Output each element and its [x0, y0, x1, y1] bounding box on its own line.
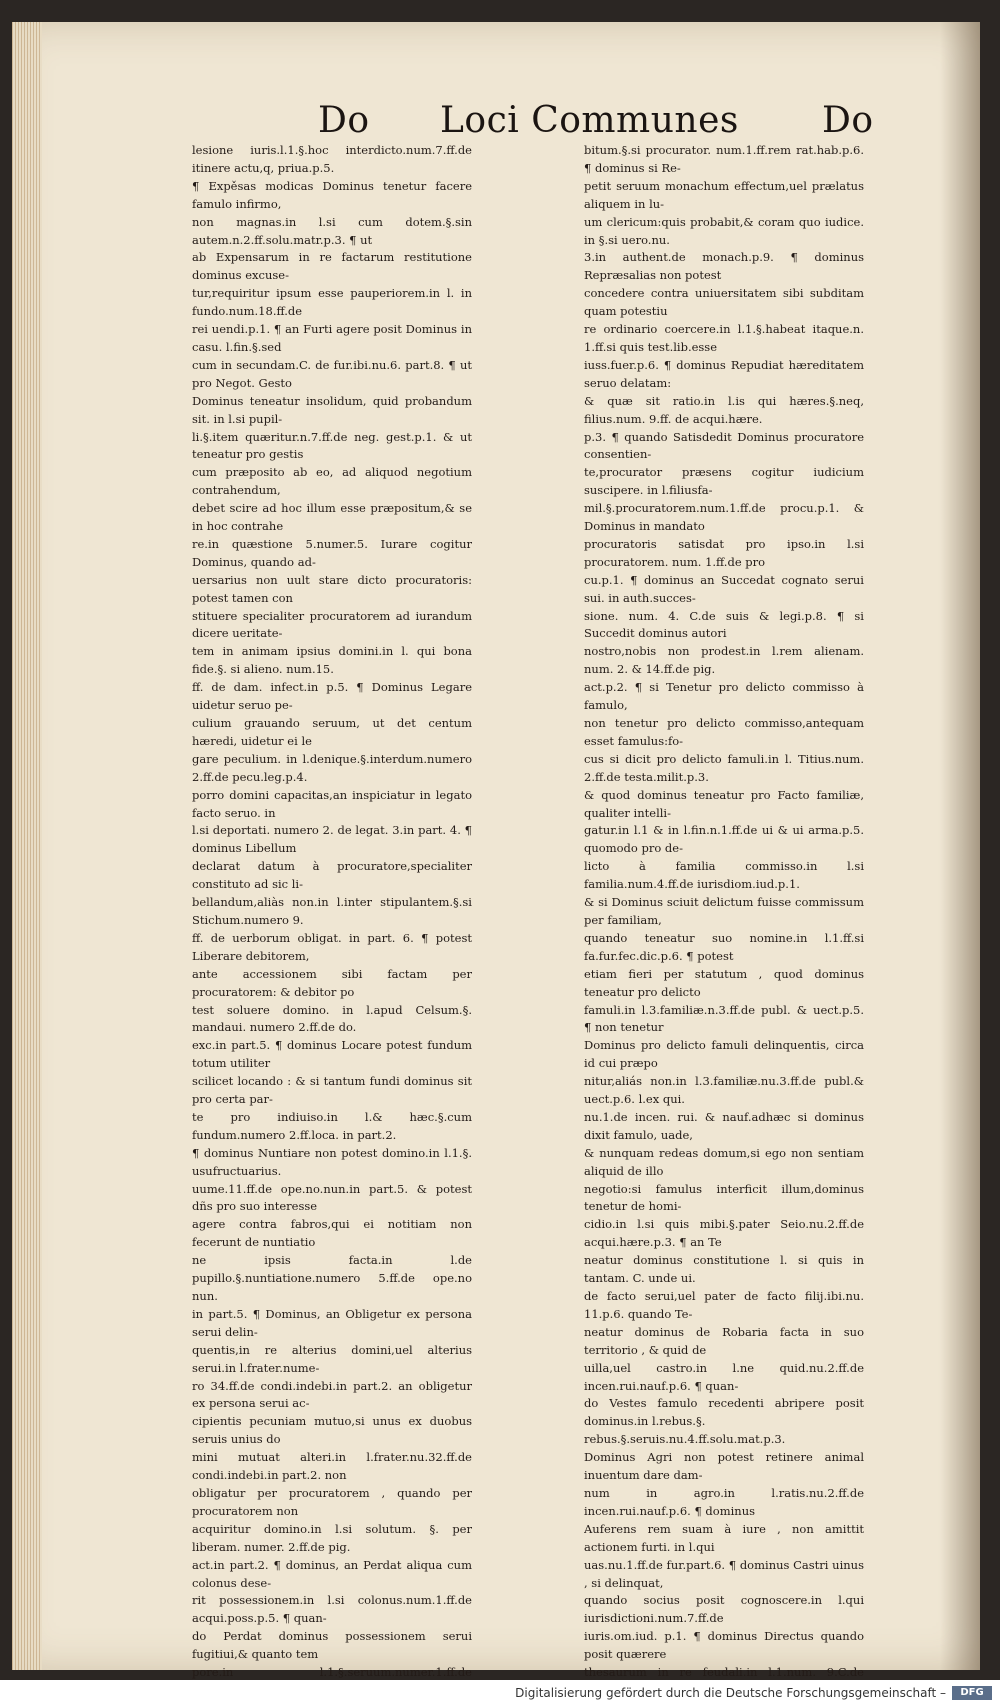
- text-line: test soluere domino. in l.apud Celsum.§. mandaui. numero 2.ff.de do.: [192, 1002, 472, 1035]
- text-line: bellandum,aliàs non.in l.inter stipulantem.§.si Stichum.numero 9.: [192, 895, 472, 927]
- text-line: procuratoris satisdat pro ipso.in l.si procuratorem. num. 1.ff.de pro: [584, 536, 864, 569]
- text-line: cus si dicit pro delicto famuli.in l. Titius.num. 2.ff.de testa.milit.p.3.: [584, 751, 864, 784]
- text-line: neatur dominus constitutione l. si quis in tantam. C. unde ui.: [584, 1253, 864, 1286]
- text-line: scilicet locando : & si tantum fundi dominus sit pro certa par-: [192, 1074, 472, 1107]
- text-line: ff. de uerborum obligat. in part. 6. ¶ potest Liberare debitorem,: [192, 930, 472, 963]
- text-line: pore.in l.1.§.seruum.numer.1.ff.de: [192, 1665, 472, 1680]
- text-line: ab Expensarum in re factarum restitutione dominus excuse-: [192, 250, 472, 283]
- text-line: li.§.item quæritur.n.7.ff.de neg. gest.p.1. & ut teneatur pro gestis: [192, 429, 472, 462]
- page-edges: [12, 22, 42, 1670]
- text-line: lesione iuris.l.1.§.hoc interdicto.num.7.ff.de itinere actu,q, priua.p.5.: [192, 143, 472, 175]
- text-line: bitum.§.si procurator. num.1.ff.rem rat.hab.p.6. ¶ dominus si Re-: [584, 143, 864, 175]
- text-line: uersarius non uult stare dicto procuratoris: potest tamen con: [192, 572, 472, 605]
- text-line: cum in secundam.C. de fur.ibi.nu.6. part.8. ¶ ut pro Negot. Gesto: [192, 357, 472, 390]
- text-line: tur,requiritur ipsum esse pauperiorem.in l. in fundo.num.18.ff.de: [192, 286, 472, 319]
- text-line: quando teneatur suo nomine.in l.1.ff.si fa.fur.fec.dic.p.6. ¶ potest: [584, 930, 864, 963]
- text-line: l.si deportati. numero 2. de legat. 3.in part. 4. ¶ dominus Libellum: [192, 823, 472, 856]
- text-line: uas.nu.1.ff.de fur.part.6. ¶ dominus Castri uinus , si delinquat,: [584, 1557, 864, 1590]
- text-line: acquiritur domino.in l.si solutum. §. per liberam. numer. 2.ff.de pig.: [192, 1521, 472, 1554]
- text-line: do Perdat dominus possessionem serui fugitiui,& quanto tem: [192, 1629, 472, 1662]
- text-line: num in agro.in l.ratis.nu.2.ff.de incen.rui.nauf.p.6. ¶ dominus: [584, 1485, 864, 1518]
- text-line: tem in animam ipsius domini.in l. qui bona fide.§. si alieno. num.15.: [192, 644, 472, 677]
- text-line: uilla,uel castro.in l.ne quid.nu.2.ff.de incen.rui.nauf.p.6. ¶ quan-: [584, 1360, 864, 1393]
- text-line: porro domini capacitas,an inspiciatur in legato facto seruo. in: [192, 787, 472, 820]
- text-line: gare peculium. in l.denique.§.interdum.numero 2.ff.de pecu.leg.p.4.: [192, 751, 472, 784]
- text-line: non tenetur pro delicto commisso,antequam esset famulus:fo-: [584, 716, 864, 748]
- text-line: culium grauando seruum, ut det centum hæredi, uidetur ei le: [192, 716, 472, 748]
- running-head-right: Do: [822, 100, 874, 141]
- text-line: p.3. ¶ quando Satisdedit Dominus procuratore consentien-: [584, 429, 864, 462]
- text-line: stituere specialiter procuratorem ad iurandum dicere ueritate-: [192, 608, 472, 641]
- text-line: de facto serui,uel pater de facto filij.ibi.nu. 11.p.6. quando Te-: [584, 1289, 864, 1321]
- text-line: re ordinario coercere.in l.1.§.habeat itaque.n. 1.ff.si quis test.lib.esse: [584, 322, 864, 354]
- text-line: ne ipsis facta.in l.de pupillo.§.nuntiatione.numero 5.ff.de ope.no nun.: [192, 1253, 472, 1303]
- text-line: etiam fieri per statutum , quod dominus teneatur pro delicto: [584, 966, 864, 999]
- text-line: neatur dominus de Robaria facta in suo territorio , & quid de: [584, 1324, 864, 1357]
- text-line: te,procurator præsens cogitur iudicium suscipere. in l.filiusfa-: [584, 465, 864, 498]
- text-line: cum præposito ab eo, ad aliquod negotium contrahendum,: [192, 465, 472, 498]
- running-head-title: Loci Communes: [440, 100, 739, 141]
- running-head-left: Do: [318, 100, 370, 141]
- text-line: Dominus pro delicto famuli delinquentis, circa id cui præpo: [584, 1038, 864, 1071]
- text-line: sione. num. 4. C.de suis & legi.p.8. ¶ si Succedit dominus autori: [584, 608, 864, 641]
- text-line: nostro,nobis non prodest.in l.rem alienam. num. 2. & 14.ff.de pig.: [584, 644, 864, 677]
- text-column-left: [192, 142, 472, 1682]
- text-line: re.in quæstione 5.numer.5. Iurare cogitur Dominus, quando ad-: [192, 536, 472, 569]
- text-line: Auferens rem suam à iure , non amittit actionem furti. in l.qui: [584, 1521, 864, 1554]
- text-line: mini mutuat alteri.in l.frater.nu.32.ff.de condi.indebi.in part.2. non: [192, 1450, 472, 1483]
- text-line: do Vestes famulo recedenti abripere posit dominus.in l.rebus.§.: [584, 1396, 864, 1429]
- text-line: negotio:si famulus interficit illum,dominus tenetur de homi-: [584, 1181, 864, 1214]
- text-line: nitur,aliás non.in l.3.familiæ.nu.3.ff.de publ.& uect.p.6. l.ex qui.: [584, 1074, 864, 1107]
- page-gutter-shadow: [940, 22, 980, 1670]
- text-line: uume.11.ff.de ope.no.nun.in part.5. & potest dñs pro suo interesse: [192, 1181, 472, 1214]
- dfg-logo: DFG: [952, 1686, 992, 1700]
- text-line: agere contra fabros,qui ei notitiam non fecerunt de nuntiatio: [192, 1217, 472, 1250]
- text-line: Dominus Agri non potest retinere animal inuentum dare dam-: [584, 1450, 864, 1483]
- text-line: rebus.§.seruis.nu.4.ff.solu.mat.p.3.: [584, 1432, 786, 1447]
- text-line: in part.5. ¶ Dominus, an Obligetur ex persona serui delin-: [192, 1306, 472, 1339]
- text-line: mil.§.procuratorem.num.1.ff.de procu.p.1. & Dominus in mandato: [584, 501, 864, 534]
- text-line: & quod dominus teneatur pro Facto familiæ, qualiter intelli-: [584, 787, 864, 820]
- text-line: cu.p.1. ¶ dominus an Succedat cognato serui sui. in auth.succes-: [584, 572, 864, 605]
- text-line: ante accessionem sibi factam per procuratorem: & debitor po: [192, 966, 472, 999]
- text-line: non magnas.in l.si cum dotem.§.sin autem.n.2.ff.solu.matr.p.3. ¶ ut: [192, 214, 472, 247]
- text-line: cipientis pecuniam mutuo,si unus ex duobus seruis unius do: [192, 1414, 472, 1447]
- text-line: famuli.in l.3.familiæ.n.3.ff.de publ. & uect.p.5. ¶ non tenetur: [584, 1002, 864, 1035]
- text-line: ro 34.ff.de condi.indebi.in part.2. an obligetur ex persona serui ac-: [192, 1378, 472, 1411]
- text-column-right: [584, 142, 864, 1682]
- text-line: petit seruum monachum effectum,uel prælatus aliquem in lu-: [584, 178, 864, 211]
- text-line: & si Dominus sciuit delictum fuisse commissum per familiam,: [584, 895, 864, 927]
- text-line: iuss.fuer.p.6. ¶ dominus Repudiat hæreditatem seruo delatam:: [584, 357, 864, 390]
- text-line: & nunquam redeas domum,si ego non sentiam aliquid de illo: [584, 1145, 864, 1178]
- text-line: quando socius posit cognoscere.in l.qui iurisdictioni.num.7.ff.de: [584, 1593, 864, 1626]
- text-line: exc.in part.5. ¶ dominus Locare potest fundum totum utiliter: [192, 1038, 472, 1071]
- text-line: um clericum:quis probabit,& coram quo iudice. in §.si uero.nu.: [584, 214, 864, 247]
- text-line: act.in part.2. ¶ dominus, an Perdat aliqua cum colonus dese-: [192, 1557, 472, 1590]
- text-line: iuris.om.iud. p.1. ¶ dominus Directus quando posit quærere: [584, 1629, 864, 1662]
- text-line: & quæ sit ratio.in l.is qui hæres.§.neq, filius.num. 9.ff. de acqui.hære.: [584, 393, 864, 426]
- text-line: thesaurum in re feudali.in l.1.num. 9.C.de: [584, 1665, 864, 1680]
- text-line: cidio.in l.si quis mibi.§.pater Seio.nu.2.ff.de acqui.hære.p.3. ¶ an Te: [584, 1217, 864, 1250]
- text-line: gatur.in l.1 & in l.fin.n.1.ff.de ui & ui arma.p.5. quomodo pro de-: [584, 823, 864, 856]
- text-line: concedere contra uniuersitatem sibi subditam quam potestiu: [584, 286, 864, 319]
- funding-credit: Digitalisierung gefördert durch die Deutsche Forschungsgemeinschaft –: [515, 1686, 946, 1700]
- text-line: quentis,in re alterius domini,uel alterius serui.in l.frater.nume-: [192, 1342, 472, 1375]
- text-line: nu.1.de incen. rui. & nauf.adhæc si dominus dixit famulo, uade,: [584, 1109, 864, 1142]
- text-line: obligatur per procuratorem , quando per procuratorem non: [192, 1485, 472, 1518]
- text-line: Dominus teneatur insolidum, quid probandum sit. in l.si pupil-: [192, 393, 472, 426]
- text-line: rei uendi.p.1. ¶ an Furti agere posit Dominus in casu. l.fin.§.sed: [192, 322, 472, 354]
- text-line: te pro indiuiso.in l.& hæc.§.cum fundum.numero 2.ff.loca. in part.2.: [192, 1109, 472, 1142]
- text-line: declarat datum à procuratore,specialiter constituto ad sic li-: [192, 859, 472, 892]
- text-line: ¶ Expěsas modicas Dominus tenetur facere famulo infirmo,: [192, 178, 472, 211]
- text-line: licto à familia commisso.in l.si familia.num.4.ff.de iurisdiom.iud.p.1.: [584, 859, 864, 892]
- text-line: debet scire ad hoc illum esse præpositum,& se in hoc contrahe: [192, 501, 472, 534]
- text-line: act.p.2. ¶ si Tenetur pro delicto commisso à famulo,: [584, 680, 864, 713]
- text-line: ¶ dominus Nuntiare non potest domino.in l.1.§. usufructuarius.: [192, 1145, 472, 1178]
- text-line: 3.in authent.de monach.p.9. ¶ dominus Repræsalias non potest: [584, 250, 864, 283]
- text-line: rit possessionem.in l.si colonus.num.1.ff.de acqui.poss.p.5. ¶ quan-: [192, 1593, 472, 1626]
- text-line: ff. de dam. infect.in p.5. ¶ Dominus Legare uidetur seruo pe-: [192, 680, 472, 713]
